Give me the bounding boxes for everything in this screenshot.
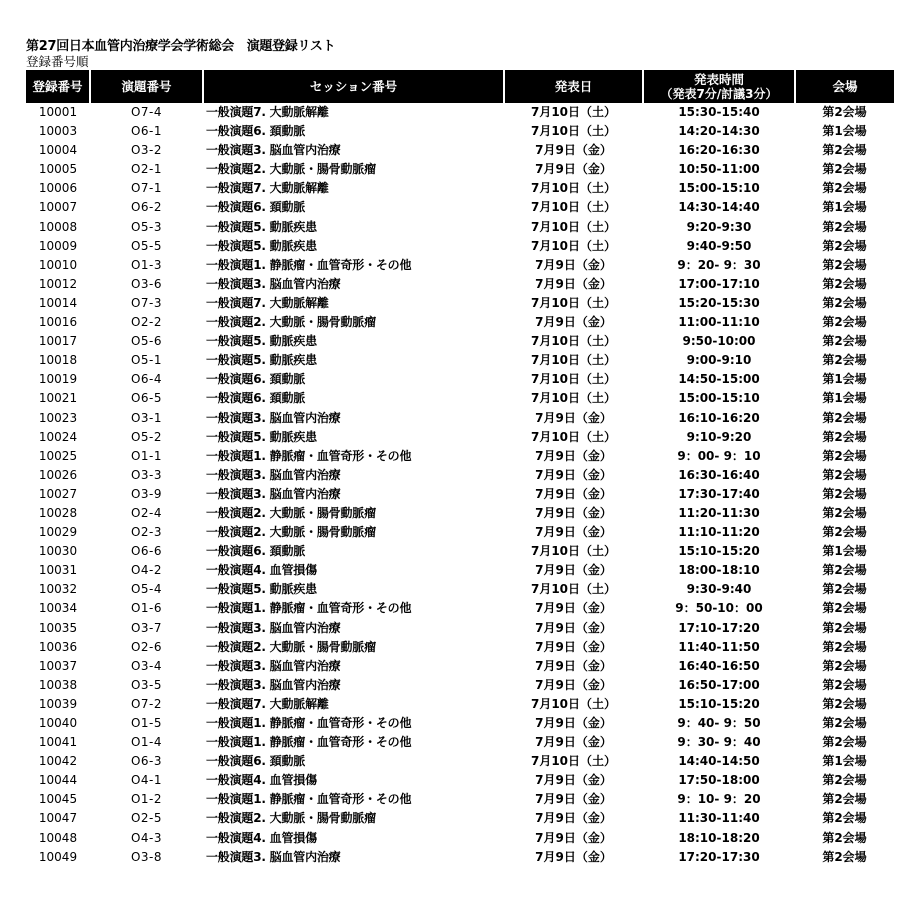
date-cell: 7月10日（土） (530, 334, 617, 349)
table-row (26, 370, 894, 389)
time-cell: 14:40-14:50 (678, 754, 760, 769)
time-cell: 11:10-11:20 (678, 525, 760, 540)
abstract-number-cell: O3-8 (130, 849, 163, 864)
date-cell: 7月9日（金） (535, 276, 612, 291)
abstract-number-cell: O5-6 (130, 334, 163, 349)
abstract-number-cell: O1-1 (130, 448, 163, 463)
document-title: 第27回日本血管内治療学会学術総会 演題登録リスト (26, 39, 336, 54)
venue-cell: 第2会場 (822, 162, 867, 177)
time-cell: 9:30-9:40 (686, 582, 752, 597)
table-row (26, 561, 894, 580)
table-row (26, 676, 894, 695)
abstract-number-cell: O1-2 (130, 792, 163, 807)
venue-cell: 第2会場 (822, 582, 867, 597)
date-cell: 7月9日（金） (535, 830, 612, 845)
session-cell: 一般演題3. 脳血管内治療 (206, 410, 341, 425)
time-cell: 15:00-15:10 (678, 391, 760, 406)
session-cell: 一般演題6. 頚動脈 (206, 754, 306, 769)
registration-number-cell: 10016 (38, 315, 78, 330)
venue-cell: 第2会場 (822, 353, 867, 368)
session-cell: 一般演題2. 大動脈・腸骨動脈瘤 (206, 811, 376, 826)
registration-number-cell: 10004 (38, 143, 78, 158)
table-row (26, 141, 894, 160)
registration-number-cell: 10040 (38, 716, 78, 730)
session-cell: 一般演題2. 大動脈・腸骨動脈瘤 (206, 639, 376, 654)
time-cell: 9：30- 9：40 (677, 735, 761, 750)
session-cell: 一般演題1. 静脈瘤・血管奇形・その他 (206, 735, 412, 750)
date-cell: 7月9日（金） (535, 162, 612, 177)
session-cell: 一般演題6. 頚動脈 (206, 544, 306, 559)
abstract-number-cell: O3-9 (130, 486, 163, 501)
time-cell: 14:30-14:40 (678, 200, 760, 215)
session-cell: 一般演題5. 動脈疾患 (206, 334, 317, 349)
registration-number-cell: 10042 (38, 754, 78, 769)
session-cell: 一般演題3. 脳血管内治療 (206, 677, 341, 692)
registration-number-cell: 10048 (38, 830, 78, 845)
date-cell: 7月10日（土） (530, 391, 617, 406)
date-cell: 7月9日（金） (535, 792, 612, 807)
time-cell: 9：20- 9：30 (677, 257, 761, 272)
registration-number-cell: 10044 (38, 773, 78, 788)
time-cell: 16:10-16:20 (678, 410, 760, 425)
venue-cell: 第2会場 (822, 257, 867, 272)
time-cell: 14:50-15:00 (678, 372, 760, 387)
table-row (26, 351, 894, 370)
date-cell: 7月9日（金） (535, 658, 612, 673)
session-cell: 一般演題1. 静脈瘤・血管奇形・その他 (206, 716, 412, 730)
table-row (26, 714, 894, 733)
time-cell: 15:00-15:10 (678, 181, 760, 196)
abstract-number-cell: O5-5 (130, 238, 163, 253)
venue-cell: 第2会場 (822, 563, 867, 578)
session-cell: 一般演題3. 脳血管内治療 (206, 467, 341, 482)
venue-cell: 第2会場 (822, 295, 867, 310)
session-cell: 一般演題1. 静脈瘤・血管奇形・その他 (206, 792, 412, 807)
registration-number-cell: 10030 (38, 544, 78, 559)
registration-number-cell: 10049 (38, 849, 78, 864)
venue-cell: 第2会場 (822, 219, 867, 234)
date-cell: 7月9日（金） (535, 257, 612, 272)
header-session-number: セッション番号 (203, 70, 504, 103)
abstract-number-cell: O5-2 (130, 429, 163, 444)
abstract-number-cell: O3-1 (130, 410, 163, 425)
time-cell: 16:40-16:50 (678, 658, 760, 673)
abstract-number-cell: O1-4 (130, 735, 163, 750)
table-row (26, 218, 894, 237)
table-row (26, 752, 894, 771)
abstract-list-table (26, 70, 894, 867)
registration-number-cell: 10026 (38, 467, 78, 482)
time-cell: 18:10-18:20 (678, 830, 760, 845)
table-row (26, 619, 894, 638)
table-row (26, 599, 894, 618)
registration-number-cell: 10024 (38, 429, 78, 444)
header-presentation-time-label: 発表時間 (693, 71, 744, 87)
table-row (26, 809, 894, 828)
table-row (26, 695, 894, 714)
header-presentation-time-sub: （発表7分/討議3分） (660, 86, 778, 101)
registration-number-cell: 10021 (38, 391, 78, 406)
session-cell: 一般演題2. 大動脈・腸骨動脈瘤 (206, 525, 376, 540)
registration-number-cell: 10029 (38, 525, 78, 540)
table-row (26, 237, 894, 256)
venue-cell: 第2会場 (822, 773, 867, 788)
abstract-number-cell: O7-2 (130, 696, 163, 711)
session-cell: 一般演題3. 脳血管内治療 (206, 486, 341, 501)
abstract-number-cell: O2-6 (130, 639, 163, 654)
venue-cell: 第2会場 (822, 677, 867, 692)
session-cell: 一般演題7. 大動脈解離 (206, 105, 329, 119)
session-cell: 一般演題5. 動脈疾患 (206, 582, 317, 597)
abstract-number-cell: O6-5 (130, 391, 163, 406)
date-cell: 7月10日（土） (530, 696, 617, 711)
venue-cell: 第2会場 (822, 849, 867, 864)
date-cell: 7月9日（金） (535, 143, 612, 158)
time-cell: 17:30-17:40 (678, 486, 760, 501)
table-row (26, 313, 894, 332)
table-row (26, 771, 894, 790)
table-row (26, 332, 894, 351)
session-cell: 一般演題4. 血管損傷 (206, 563, 317, 578)
table-row (26, 848, 894, 867)
time-cell: 9:40-9:50 (686, 238, 752, 253)
registration-number-cell: 10045 (38, 792, 78, 807)
venue-cell: 第2会場 (822, 620, 867, 635)
table-row (26, 657, 894, 676)
date-cell: 7月9日（金） (535, 811, 612, 826)
abstract-number-cell: O7-1 (130, 181, 163, 196)
venue-cell: 第2会場 (822, 658, 867, 673)
registration-number-cell: 10001 (38, 105, 78, 119)
date-cell: 7月10日（土） (530, 124, 617, 139)
registration-number-cell: 10010 (38, 257, 78, 272)
table-row (26, 103, 894, 122)
abstract-number-cell: O3-6 (130, 276, 163, 291)
abstract-number-cell: O3-3 (130, 467, 163, 482)
venue-cell: 第2会場 (822, 276, 867, 291)
abstract-number-cell: O4-3 (130, 830, 163, 845)
venue-cell: 第2会場 (822, 735, 867, 750)
session-cell: 一般演題3. 脳血管内治療 (206, 276, 341, 291)
date-cell: 7月10日（土） (530, 544, 617, 559)
time-cell: 17:00-17:10 (678, 276, 760, 291)
date-cell: 7月9日（金） (535, 735, 612, 750)
table-body (26, 103, 894, 867)
venue-cell: 第2会場 (822, 467, 867, 482)
registration-number-cell: 10027 (38, 486, 78, 501)
venue-cell: 第2会場 (822, 238, 867, 253)
abstract-number-cell: O3-5 (130, 677, 163, 692)
abstract-number-cell: O1-5 (130, 716, 163, 730)
table-row (26, 256, 894, 275)
date-cell: 7月10日（土） (530, 238, 617, 253)
time-cell: 17:20-17:30 (678, 849, 760, 864)
table-row (26, 179, 894, 198)
abstract-number-cell: O2-4 (130, 505, 163, 520)
registration-number-cell: 10032 (38, 582, 78, 597)
table-row (26, 198, 894, 217)
abstract-number-cell: O6-1 (130, 124, 163, 139)
time-cell: 15:20-15:30 (678, 295, 760, 310)
time-cell: 17:50-18:00 (678, 773, 760, 788)
date-cell: 7月9日（金） (535, 773, 612, 788)
session-cell: 一般演題3. 脳血管内治療 (206, 620, 341, 635)
abstract-number-cell: O1-3 (130, 257, 163, 272)
date-cell: 7月10日（土） (530, 353, 617, 368)
header-presentation-date: 発表日 (504, 70, 643, 103)
document-subtitle: 登録番号順 (26, 54, 89, 69)
time-cell: 9：10- 9：20 (677, 792, 761, 807)
session-cell: 一般演題2. 大動脈・腸骨動脈瘤 (206, 315, 376, 330)
date-cell: 7月9日（金） (535, 448, 612, 463)
abstract-number-cell: O2-1 (130, 162, 163, 177)
date-cell: 7月10日（土） (530, 582, 617, 597)
table-row (26, 160, 894, 179)
session-cell: 一般演題1. 静脈瘤・血管奇形・その他 (206, 448, 412, 463)
date-cell: 7月9日（金） (535, 563, 612, 578)
date-cell: 7月10日（土） (530, 372, 617, 387)
date-cell: 7月9日（金） (535, 716, 612, 730)
abstract-number-cell: O3-7 (130, 620, 163, 635)
registration-number-cell: 10039 (38, 696, 78, 711)
session-cell: 一般演題6. 頚動脈 (206, 372, 306, 387)
venue-cell: 第2会場 (822, 181, 867, 196)
venue-cell: 第1会場 (822, 200, 867, 215)
table-row (26, 409, 894, 428)
venue-cell: 第2会場 (822, 448, 867, 463)
registration-number-cell: 10009 (38, 238, 78, 253)
venue-cell: 第1会場 (822, 754, 867, 769)
session-cell: 一般演題3. 脳血管内治療 (206, 658, 341, 673)
registration-number-cell: 10008 (38, 219, 78, 234)
date-cell: 7月10日（土） (530, 105, 617, 119)
time-cell: 14:20-14:30 (678, 124, 760, 139)
header-abstract-number: 演題番号 (90, 70, 203, 103)
venue-cell: 第1会場 (822, 372, 867, 387)
session-cell: 一般演題7. 大動脈解離 (206, 295, 329, 310)
table-row (26, 428, 894, 447)
session-cell: 一般演題2. 大動脈・腸骨動脈瘤 (206, 505, 376, 520)
time-cell: 16:30-16:40 (678, 467, 760, 482)
registration-number-cell: 10005 (38, 162, 78, 177)
abstract-number-cell: O2-3 (130, 525, 163, 540)
time-cell: 9:50-10:00 (682, 334, 756, 349)
time-cell: 9:10-9:20 (686, 429, 752, 444)
abstract-number-cell: O7-4 (130, 105, 163, 119)
abstract-number-cell: O2-5 (130, 811, 163, 826)
session-cell: 一般演題1. 静脈瘤・血管奇形・その他 (206, 601, 412, 616)
time-cell: 9:20-9:30 (686, 219, 752, 234)
session-cell: 一般演題5. 動脈疾患 (206, 238, 317, 253)
registration-number-cell: 10018 (38, 353, 78, 368)
date-cell: 7月10日（土） (530, 200, 617, 215)
time-cell: 16:50-17:00 (678, 677, 760, 692)
venue-cell: 第2会場 (822, 639, 867, 654)
time-cell: 15:30-15:40 (678, 105, 760, 119)
session-cell: 一般演題6. 頚動脈 (206, 200, 306, 215)
table-header-row (26, 70, 894, 103)
venue-cell: 第2会場 (822, 143, 867, 158)
registration-number-cell: 10037 (38, 658, 78, 673)
registration-number-cell: 10038 (38, 677, 78, 692)
abstract-number-cell: O7-3 (130, 295, 163, 310)
header-presentation-time (643, 70, 795, 103)
venue-cell: 第1会場 (822, 124, 867, 139)
session-cell: 一般演題5. 動脈疾患 (206, 219, 317, 234)
time-cell: 17:10-17:20 (678, 620, 760, 635)
date-cell: 7月9日（金） (535, 525, 612, 540)
table-row (26, 485, 894, 504)
time-cell: 9：40- 9：50 (677, 716, 761, 730)
date-cell: 7月9日（金） (535, 410, 612, 425)
date-cell: 7月9日（金） (535, 639, 612, 654)
session-cell: 一般演題7. 大動脈解離 (206, 181, 329, 196)
registration-number-cell: 10023 (38, 410, 78, 425)
table-row (26, 389, 894, 408)
session-cell: 一般演題3. 脳血管内治療 (206, 143, 341, 158)
session-cell: 一般演題7. 大動脈解離 (206, 696, 329, 711)
date-cell: 7月9日（金） (535, 315, 612, 330)
table-row (26, 523, 894, 542)
session-cell: 一般演題3. 脳血管内治療 (206, 849, 341, 864)
session-cell: 一般演題6. 頚動脈 (206, 391, 306, 406)
abstract-number-cell: O6-6 (130, 544, 163, 559)
abstract-number-cell: O6-4 (130, 372, 163, 387)
time-cell: 9：00- 9：10 (677, 448, 761, 463)
venue-cell: 第2会場 (822, 334, 867, 349)
session-cell: 一般演題4. 血管損傷 (206, 773, 317, 788)
venue-cell: 第2会場 (822, 830, 867, 845)
registration-number-cell: 10014 (38, 295, 78, 310)
date-cell: 7月9日（金） (535, 620, 612, 635)
registration-number-cell: 10006 (38, 181, 78, 196)
registration-number-cell: 10034 (38, 601, 78, 616)
registration-number-cell: 10017 (38, 334, 78, 349)
abstract-number-cell: O4-2 (130, 563, 163, 578)
header-registration-number: 登録番号 (26, 70, 90, 103)
time-cell: 15:10-15:20 (678, 544, 760, 559)
registration-number-cell: 10031 (38, 563, 78, 578)
venue-cell: 第2会場 (822, 696, 867, 711)
table-row (26, 638, 894, 657)
time-cell: 11:00-11:10 (678, 315, 760, 330)
time-cell: 11:20-11:30 (678, 505, 760, 520)
venue-cell: 第1会場 (822, 544, 867, 559)
table-row (26, 542, 894, 561)
session-cell: 一般演題1. 静脈瘤・血管奇形・その他 (206, 257, 412, 272)
abstract-number-cell: O1-6 (130, 601, 163, 616)
date-cell: 7月9日（金） (535, 849, 612, 864)
venue-cell: 第2会場 (822, 792, 867, 807)
registration-number-cell: 10003 (38, 124, 78, 139)
table-row (26, 447, 894, 466)
session-cell: 一般演題4. 血管損傷 (206, 830, 317, 845)
registration-number-cell: 10019 (38, 372, 78, 387)
session-cell: 一般演題5. 動脈疾患 (206, 429, 317, 444)
table-row (26, 294, 894, 313)
venue-cell: 第2会場 (822, 410, 867, 425)
time-cell: 9:00-9:10 (686, 353, 752, 368)
abstract-number-cell: O3-2 (130, 143, 163, 158)
abstract-number-cell: O6-2 (130, 200, 163, 215)
registration-number-cell: 10028 (38, 505, 78, 520)
venue-cell: 第2会場 (822, 429, 867, 444)
table-row (26, 580, 894, 599)
header-venue: 会場 (795, 70, 894, 103)
venue-cell: 第2会場 (822, 601, 867, 616)
date-cell: 7月10日（土） (530, 219, 617, 234)
abstract-number-cell: O4-1 (130, 773, 163, 788)
date-cell: 7月9日（金） (535, 486, 612, 501)
table-row (26, 275, 894, 294)
registration-number-cell: 10012 (38, 276, 78, 291)
registration-number-cell: 10035 (38, 620, 78, 635)
date-cell: 7月10日（土） (530, 181, 617, 196)
venue-cell: 第2会場 (822, 811, 867, 826)
venue-cell: 第2会場 (822, 315, 867, 330)
table-row (26, 829, 894, 848)
date-cell: 7月10日（土） (530, 295, 617, 310)
table-row (26, 504, 894, 523)
session-cell: 一般演題2. 大動脈・腸骨動脈瘤 (206, 162, 376, 177)
time-cell: 9：50-10：00 (675, 601, 763, 616)
abstract-number-cell: O2-2 (130, 315, 163, 330)
abstract-number-cell: O5-4 (130, 582, 163, 597)
registration-number-cell: 10036 (38, 639, 78, 654)
venue-cell: 第1会場 (822, 391, 867, 406)
abstract-number-cell: O5-3 (130, 219, 163, 234)
date-cell: 7月10日（土） (530, 754, 617, 769)
table-row (26, 733, 894, 752)
time-cell: 15:10-15:20 (678, 696, 760, 711)
registration-number-cell: 10025 (38, 448, 78, 463)
venue-cell: 第2会場 (822, 505, 867, 520)
date-cell: 7月9日（金） (535, 505, 612, 520)
registration-number-cell: 10047 (38, 811, 78, 826)
abstract-number-cell: O6-3 (130, 754, 163, 769)
abstract-number-cell: O5-1 (130, 353, 163, 368)
abstract-number-cell: O3-4 (130, 658, 163, 673)
date-cell: 7月9日（金） (535, 601, 612, 616)
venue-cell: 第2会場 (822, 525, 867, 540)
time-cell: 11:40-11:50 (678, 639, 760, 654)
time-cell: 11:30-11:40 (678, 811, 760, 826)
table-row (26, 790, 894, 809)
date-cell: 7月10日（土） (530, 429, 617, 444)
venue-cell: 第2会場 (822, 716, 867, 730)
table-row (26, 122, 894, 141)
venue-cell: 第2会場 (822, 486, 867, 501)
venue-cell: 第2会場 (822, 105, 867, 119)
registration-number-cell: 10007 (38, 200, 78, 215)
date-cell: 7月9日（金） (535, 677, 612, 692)
session-cell: 一般演題5. 動脈疾患 (206, 353, 317, 368)
registration-number-cell: 10041 (38, 735, 78, 750)
date-cell: 7月9日（金） (535, 467, 612, 482)
time-cell: 16:20-16:30 (678, 143, 760, 158)
table-row (26, 466, 894, 485)
time-cell: 18:00-18:10 (678, 563, 760, 578)
session-cell: 一般演題6. 頚動脈 (206, 124, 306, 139)
time-cell: 10:50-11:00 (678, 162, 760, 177)
